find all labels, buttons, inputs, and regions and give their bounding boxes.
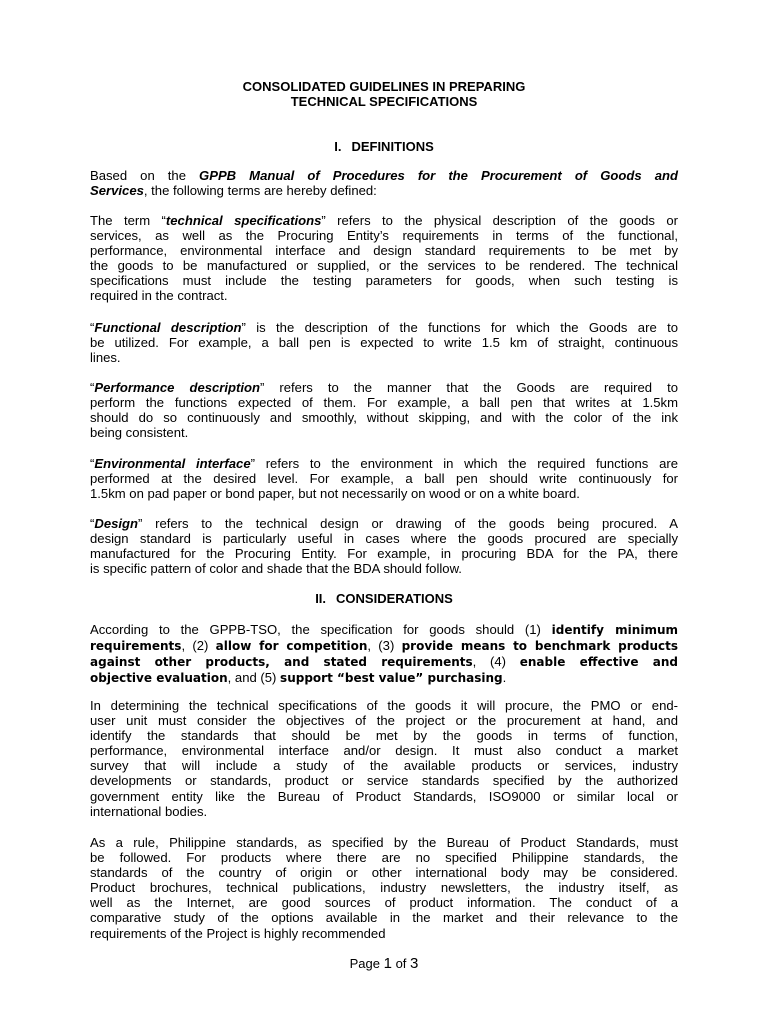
section-heading-definitions (90, 139, 678, 154)
text: “ (90, 516, 95, 531)
text-line: well as the Internet, are good sources of product information. The conduct of a (90, 895, 678, 911)
term-technical-specifications: technical specifications (165, 213, 322, 228)
text-line: 1.5km on pad paper or bond paper, but not necessarily on wood or on a white board. (90, 486, 580, 502)
text-line: should do so continuously and smoothly, without skipping, and with the color of the ink (90, 410, 678, 426)
text: “ (90, 456, 95, 471)
term-functional-description: Functional description (94, 320, 242, 335)
criterion-minimum-requirements: identify minimum (551, 623, 679, 637)
of-word: of (395, 956, 407, 971)
text-line: being consistent. (90, 425, 189, 441)
text-line: required in the contract. (90, 288, 228, 304)
text-line: international bodies. (90, 803, 208, 819)
text-line: In determining the technical specifications of the goods it will procure, the PMO or end- (90, 698, 678, 713)
criterion-benchmark: provide means to benchmark products (401, 639, 678, 654)
text-line: performance, environmental interface and/or design. It must also conduct a market (90, 743, 678, 759)
section-heading-considerations (90, 591, 678, 606)
term-performance-description: Performance description (94, 380, 261, 395)
criterion-evaluation-end: objective evaluation (90, 671, 228, 686)
text: , the following terms are hereby defined: (143, 183, 377, 199)
paragraph-functional-description (90, 320, 678, 365)
text-line: developments or standards, product or service standards specified by the authorized (90, 773, 678, 789)
text-line: performed at the desired level. For example, a ball pen should write continuously for (90, 471, 678, 487)
paragraph-technical-specifications (90, 213, 678, 304)
page-word: Page (349, 956, 380, 971)
criterion-best-value: support “best value” purchasing (280, 671, 503, 686)
text-line: design standard is particularly useful in cases where the goods procured are specially (90, 531, 678, 547)
section-number: I. (334, 139, 342, 154)
text-line: identify the standards that should be met by the goods in terms of function, (90, 728, 678, 744)
text-line: comparative study of the options available in the market and their relevance to the (90, 910, 678, 926)
text-line: performance, environmental interface and design standard requirements to be met by (90, 243, 678, 259)
text-line: user unit must consider the objectives of the project or the procurement at hand, and (90, 713, 678, 729)
page-footer (0, 955, 768, 972)
criterion-competition: allow for competition (215, 639, 368, 654)
current-page-number: 1 (383, 955, 392, 972)
text: ” is the description of the functions for which the Goods are to (241, 320, 678, 335)
paragraph-considerations (90, 622, 678, 686)
text-line: be followed. For products where there are no specified Philippine standards, the (90, 850, 678, 866)
text: , and (5) (227, 670, 281, 686)
paragraph-design (90, 516, 678, 576)
text: ” refers to the technical design or drawing of the goods being procured. A (138, 516, 678, 531)
section-label: CONSIDERATIONS (336, 591, 453, 606)
criterion-evaluation: enable effective and (519, 655, 678, 670)
title-line-1: CONSOLIDATED GUIDELINES IN PREPARING (242, 79, 526, 94)
title-line-2: TECHNICAL SPECIFICATIONS (290, 94, 478, 109)
text-line: government entity like the Bureau of Product Standards, ISO9000 or similar local or (90, 788, 678, 804)
manual-title-end: Services (90, 183, 144, 199)
section-label: DEFINITIONS (351, 139, 434, 154)
text: ” refers to the physical description of the goods or (321, 213, 678, 228)
text: ” refers to the manner that the Goods are required to (260, 380, 678, 395)
text-line: standards of the country of origin or other international body may be considered. (90, 865, 678, 881)
total-page-count: 3 (410, 955, 419, 972)
text-line: is specific pattern of color and shade that the BDA should follow. (90, 561, 462, 577)
text-line: manufactured for the Procuring Entity. For example, in procuring BDA for the PA, there (90, 546, 678, 562)
text: , (2) (181, 638, 216, 654)
text: , (4) (472, 654, 520, 670)
term-environmental-interface: Environmental interface (94, 456, 251, 471)
text: , (3) (367, 638, 402, 654)
text-line: services, as well as the Procuring Entity’s requirements in terms of the functional, (90, 228, 678, 244)
paragraph-determining (90, 698, 678, 819)
text-line: As a rule, Philippine standards, as specified by the Bureau of Product Standards, must (90, 835, 678, 850)
criterion-benchmark-end: against other products, and stated requirements (90, 655, 473, 670)
text: “ (90, 320, 95, 335)
text: ” refers to the environment in which the required functions are (250, 456, 678, 471)
text-line: Product brochures, technical publications, industry newsletters, the industry itself, as (90, 880, 678, 896)
term-design: Design (94, 516, 139, 531)
paragraph-standards-rule (90, 835, 678, 941)
text-line: specifications must include the testing parameters for goods, when such testing is (90, 273, 678, 289)
text: Based on the (90, 168, 200, 183)
text: According to the GPPB-TSO, the specification for goods should (1) (90, 622, 552, 637)
paragraph-performance-description (90, 380, 678, 440)
text: . (502, 670, 507, 686)
text-line: survey that will include a study of the available products or services, industry (90, 758, 678, 774)
text: “ (90, 380, 95, 395)
text-line: be utilized. For example, a ball pen is expected to write 1.5 km of straight, continuous (90, 335, 678, 351)
paragraph-intro (90, 168, 678, 198)
text-line: requirements of the Project is highly recommended (90, 925, 386, 941)
text-line: perform the functions expected of them. For example, a ball pen that writes at 1.5km (90, 395, 678, 411)
text-line: lines. (90, 350, 121, 366)
paragraph-environmental-interface (90, 456, 678, 501)
document-title (90, 79, 678, 109)
section-number: II. (315, 591, 327, 606)
text-line: the goods to be manufactured or supplied, or the services to be rendered. The technical (90, 258, 678, 274)
text: The term “ (90, 213, 166, 228)
criterion-minimum-requirements-end: requirements (90, 639, 182, 654)
manual-title: GPPB Manual of Procedures for the Procurement of Goods and (199, 168, 678, 183)
